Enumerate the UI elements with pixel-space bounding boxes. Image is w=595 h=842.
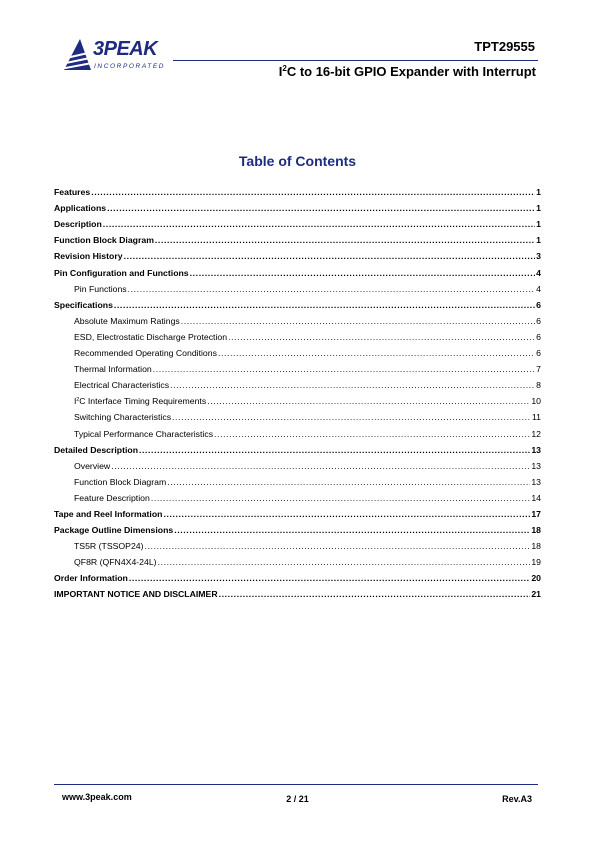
toc-leader [172, 412, 531, 423]
toc-page-number: 12 [531, 428, 541, 439]
toc-entry-esd[interactable] [54, 327, 541, 343]
toc-entry-label: Order Information [54, 573, 128, 584]
toc-entry-label: Typical Performance Characteristics [74, 428, 214, 439]
document-title-superscript: 2 [282, 64, 287, 73]
toc-entry-switching-characteristics[interactable] [54, 407, 541, 423]
logo-tagline: INCORPORATED [94, 63, 166, 70]
footer-page-number: 2 / 21 [286, 794, 309, 804]
toc-page-number: 1 [536, 187, 541, 198]
footer-website-link[interactable]: www.3peak.com [62, 792, 132, 802]
toc-entry-label: ESD, Electrostatic Discharge Protection [74, 331, 228, 342]
footer-divider [54, 784, 538, 785]
toc-entry-qf8r[interactable] [54, 552, 541, 568]
toc-leader [107, 203, 535, 214]
toc-leader [153, 364, 535, 375]
toc-entry-label: Description [54, 219, 102, 230]
table-of-contents [54, 182, 541, 600]
toc-entry-label: Features [54, 187, 91, 198]
toc-entry-label: Feature Description [74, 492, 150, 503]
toc-entry-thermal-information[interactable] [54, 359, 541, 375]
toc-entry-label: Specifications [54, 299, 113, 310]
toc-entry-tape-and-reel[interactable] [54, 504, 541, 520]
toc-entry-revision-history[interactable] [54, 246, 541, 262]
toc-page-number: 14 [531, 492, 541, 503]
toc-entry-pin-functions[interactable] [54, 279, 541, 295]
toc-entry-label: Package Outline Dimensions [54, 525, 174, 536]
toc-leader [139, 445, 530, 456]
toc-entry-label: TS5R (TSSOP24) [74, 541, 144, 552]
toc-page-number: 6 [536, 348, 541, 359]
toc-page-number: 13 [531, 460, 541, 471]
toc-page-number: 13 [531, 444, 541, 455]
toc-page-number: 8 [536, 380, 541, 391]
toc-page-number: 10 [531, 396, 541, 407]
company-logo [60, 38, 190, 74]
toc-entry-important-notice[interactable] [54, 584, 541, 600]
toc-page-number: 6 [536, 331, 541, 342]
toc-leader [214, 429, 530, 440]
toc-leader [111, 461, 530, 472]
toc-entry-label: Absolute Maximum Ratings [74, 315, 180, 326]
toc-leader [103, 219, 535, 230]
toc-page-number: 4 [536, 267, 541, 278]
toc-entry-features[interactable] [54, 182, 541, 198]
toc-leader [167, 477, 530, 488]
toc-page-number: 18 [531, 525, 541, 536]
toc-entry-feature-description[interactable] [54, 488, 541, 504]
toc-leader [114, 300, 535, 311]
toc-leader [163, 509, 530, 520]
toc-entry-function-block-diagram-2[interactable] [54, 472, 541, 488]
toc-page-number: 17 [531, 508, 541, 519]
toc-leader [190, 268, 536, 279]
toc-entry-pin-configuration[interactable] [54, 262, 541, 278]
header-divider [173, 60, 538, 61]
toc-entry-package-outline[interactable] [54, 520, 541, 536]
toc-entry-label: Recommended Operating Conditions [74, 348, 217, 359]
footer-revision: Rev.A3 [502, 794, 532, 804]
toc-entry-label: Pin Configuration and Functions [54, 267, 189, 278]
toc-entry-order-information[interactable] [54, 568, 541, 584]
toc-entry-overview[interactable] [54, 456, 541, 472]
toc-leader [128, 284, 536, 295]
toc-page-number: 20 [531, 573, 541, 584]
toc-entry-label: Switching Characteristics [74, 412, 172, 423]
toc-entry-label: Applications [54, 203, 107, 214]
toc-entry-specifications[interactable] [54, 295, 541, 311]
toc-entry-label: Electrical Characteristics [74, 380, 170, 391]
toc-entry-i2c-timing-requirements[interactable] [54, 391, 541, 407]
toc-page-number: 3 [536, 251, 541, 262]
toc-leader [158, 557, 531, 568]
toc-page-number: 7 [536, 364, 541, 375]
toc-entry-absolute-maximum-ratings[interactable] [54, 311, 541, 327]
toc-entry-description[interactable] [54, 214, 541, 230]
toc-leader [218, 348, 535, 359]
toc-entry-label: Thermal Information [74, 364, 152, 375]
toc-title: Table of Contents [238, 153, 357, 169]
toc-entry-electrical-characteristics[interactable] [54, 375, 541, 391]
toc-entry-label: Function Block Diagram [54, 235, 154, 246]
toc-leader [145, 541, 531, 552]
part-number: TPT29555 [474, 39, 535, 54]
toc-entry-label [74, 396, 206, 407]
toc-page-number: 13 [531, 476, 541, 487]
toc-leader [228, 332, 535, 343]
toc-entry-recommended-operating-conditions[interactable] [54, 343, 541, 359]
toc-leader [129, 573, 530, 584]
toc-leader [91, 187, 535, 198]
toc-entry-ts5r[interactable] [54, 536, 541, 552]
toc-leader [207, 396, 530, 407]
toc-entry-function-block-diagram[interactable] [54, 230, 541, 246]
toc-entry-applications[interactable] [54, 198, 541, 214]
toc-leader [151, 493, 531, 504]
toc-entry-label: Revision History [54, 251, 123, 262]
toc-page-number: 6 [536, 315, 541, 326]
toc-leader [219, 589, 531, 600]
document-title-prefix: I [278, 64, 283, 79]
toc-leader [124, 251, 536, 262]
toc-page-number: 4 [536, 283, 541, 294]
toc-entry-label: QF8R (QFN4X4-24L) [74, 557, 157, 568]
toc-leader [181, 316, 535, 327]
toc-page-number: 11 [531, 412, 541, 423]
toc-entry-label: Overview [74, 460, 111, 471]
toc-page-number: 18 [531, 541, 541, 552]
document-title [279, 64, 536, 79]
toc-entry-label: IMPORTANT NOTICE AND DISCLAIMER [54, 589, 218, 600]
toc-entry-detailed-description[interactable] [54, 440, 541, 456]
toc-leader [170, 380, 535, 391]
toc-page-number: 21 [531, 589, 541, 600]
logo-triangle-icon [60, 38, 94, 72]
toc-page-number: 1 [536, 219, 541, 230]
toc-leader [155, 235, 535, 246]
toc-entry-label: Detailed Description [54, 444, 138, 455]
toc-page-number: 1 [536, 235, 541, 246]
toc-entry-typical-performance[interactable] [54, 423, 541, 439]
toc-entry-label: Pin Functions [74, 283, 127, 294]
toc-entry-label-text: C Interface Timing Requirements [79, 396, 207, 407]
toc-leader [174, 525, 530, 536]
toc-entry-label: Tape and Reel Information [54, 508, 163, 519]
toc-entry-label: Function Block Diagram [74, 476, 167, 487]
toc-page-number: 19 [531, 557, 541, 568]
logo-name: 3PEAK [93, 38, 158, 60]
toc-page-number: 6 [536, 299, 541, 310]
toc-entry-label-superscript: 2 [76, 397, 80, 404]
toc-page-number: 1 [536, 203, 541, 214]
toc-entry-label-prefix: I [74, 396, 77, 407]
document-title-text: C to 16-bit GPIO Expander with Interrupt [286, 64, 536, 79]
